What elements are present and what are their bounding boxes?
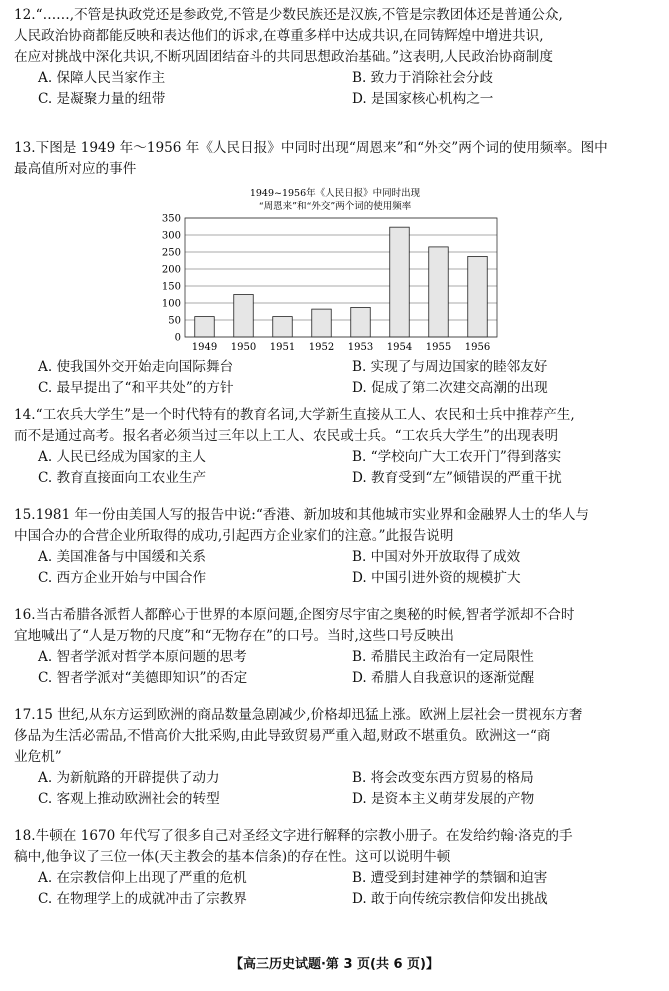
y-tick-label: 100 [161, 298, 181, 310]
question-16-option-b: B. 希腊民主政治有一定局限性 [352, 649, 534, 665]
chart-x-tick-labels [192, 342, 490, 353]
x-tick-label: 1954 [386, 342, 413, 353]
question-15 [14, 505, 656, 589]
x-tick-label: 1953 [347, 342, 374, 353]
question-12-option-d: D. 是国家核心机构之一 [352, 91, 494, 107]
question-12 [14, 5, 656, 110]
y-tick-label: 0 [174, 332, 181, 344]
question-13 [14, 138, 656, 180]
question-13-option-d: D. 促成了第二次建交高潮的出现 [352, 380, 548, 396]
chart-title: 1949~1956年《人民日报》中同时出现 [249, 188, 421, 199]
question-17 [14, 705, 656, 810]
question-13-options [14, 357, 656, 399]
question-16-option-a: A. 智者学派对哲学本原问题的思考 [38, 649, 247, 665]
y-tick-label: 250 [161, 247, 181, 259]
question-12-option-c: C. 是凝聚力量的纽带 [38, 91, 166, 107]
bar-1955 [429, 247, 449, 337]
bar-1949 [195, 317, 215, 337]
question-14-line-2: 而不是通过高考。报名者必须当过三年以上工人、农民或士兵。“工农兵大学生”的出现表明 [14, 428, 559, 444]
y-tick-label: 350 [161, 213, 181, 225]
question-17-option-b: B. 将会改变东西方贸易的格局 [352, 770, 534, 786]
question-13-line-1: 13.下图是 1949 年～1956 年《人民日报》中同时出现“周恩来”和“外交”两个词的使用频率。图中 [14, 140, 608, 156]
chart-plot-frame [185, 218, 497, 337]
y-tick-label: 150 [161, 281, 181, 293]
y-tick-label: 50 [168, 315, 181, 327]
chart-subtitle: “周恩来”和“外交”两个词的使用频率 [258, 201, 412, 212]
question-18-line-1: 18.牛顿在 1670 年代写了很多自己对圣经文字进行解释的宗教小册子。在发给约翰·洛克的手 [14, 828, 573, 844]
question-17-option-c: C. 客观上推动欧洲社会的转型 [38, 791, 220, 807]
question-18-option-c: C. 在物理学上的成就冲击了宗教界 [38, 891, 247, 907]
question-18-option-d: D. 敢于向传统宗教信仰发出挑战 [352, 891, 548, 907]
question-15-option-a: A. 美国准备与中国缓和关系 [38, 549, 206, 565]
bar-1953 [351, 307, 371, 337]
question-15-line-2: 中国合办的合营企业所取得的成功,引起西方企业家们的注意。”此报告说明 [14, 528, 454, 544]
bar-1951 [273, 317, 293, 337]
question-14-option-d: D. 教育受到“左”倾错误的严重干扰 [352, 470, 562, 486]
question-13-line-2: 最高值所对应的事件 [14, 161, 137, 177]
bar-1950 [234, 295, 254, 338]
bar-1954 [390, 227, 410, 337]
question-14-option-a: A. 人民已经成为国家的主人 [38, 449, 206, 465]
bar-chart [120, 182, 550, 354]
question-13-option-a: A. 使我国外交开始走向国际舞台 [38, 359, 234, 375]
page-footer: 【高三历史试题·第 3 页(共 6 页)】 [229, 957, 440, 972]
chart-bars [195, 227, 488, 337]
question-14-option-b: B. “学校向广大工农开门”得到落实 [352, 449, 562, 465]
question-17-option-d: D. 是资本主义萌芽发展的产物 [352, 791, 535, 807]
x-tick-label: 1952 [308, 342, 335, 353]
y-tick-label: 300 [161, 230, 181, 242]
question-18 [14, 826, 656, 910]
question-14-option-c: C. 教育直接面向工农业生产 [38, 470, 207, 486]
y-tick-label: 200 [161, 264, 181, 276]
question-14-line-1: 14.“工农兵大学生”是一个时代特有的教育名词,大学新生直接从工人、农民和士兵中推荐产生, [14, 407, 575, 423]
question-18-option-a: A. 在宗教信仰上出现了严重的危机 [38, 870, 247, 886]
question-17-line-2: 侈品为生活必需品,不惜高价大批采购,由此导致贸易严重入超,财政不堪重负。欧洲这一“商 [14, 728, 551, 744]
question-15-option-d: D. 中国引进外资的规模扩大 [352, 570, 521, 586]
x-tick-label: 1949 [191, 342, 218, 353]
question-16-option-d: D. 希腊人自我意识的逐渐觉醒 [352, 670, 535, 686]
x-tick-label: 1951 [269, 342, 296, 353]
question-15-option-b: B. 中国对外开放取得了成效 [352, 549, 521, 565]
question-18-option-b: B. 遭受到封建神学的禁锢和迫害 [352, 870, 548, 886]
question-15-line-1: 15.1981 年一份由美国人写的报告中说:“香港、新加坡和其他城市实业界和金融界人士的华人与 [14, 507, 590, 523]
chart-y-tick-labels [162, 214, 181, 344]
question-17-option-a: A. 为新航路的开辟提供了动力 [38, 770, 220, 786]
question-12-option-a: A. 保障人民当家作主 [38, 70, 166, 86]
question-15-option-c: C. 西方企业开始与中国合作 [38, 570, 207, 586]
chart-gridlines [185, 218, 497, 337]
question-12-option-b: B. 致力于消除社会分歧 [352, 70, 493, 86]
bar-1952 [312, 309, 332, 337]
question-17-line-1: 17.15 世纪,从东方运到欧洲的商品数量急剧减少,价格却迅猛上涨。欧洲上层社会一贯视东方奢 [14, 707, 583, 723]
question-17-line-3: 业危机” [14, 749, 62, 765]
question-13-option-c: C. 最早提出了“和平共处”的方针 [38, 380, 234, 396]
question-16-line-2: 宜地喊出了“人是万物的尺度”和“无物存在”的口号。当时,这些口号反映出 [14, 628, 454, 644]
question-14 [14, 405, 656, 489]
x-tick-label: 1955 [425, 342, 452, 353]
x-tick-label: 1956 [464, 342, 491, 353]
question-12-line-1: 12.“……,不管是执政党还是参政党,不管是少数民族还是汉族,不管是宗教团体还是普通公众, [14, 7, 563, 23]
question-16 [14, 605, 656, 689]
bar-1956 [468, 256, 488, 337]
x-tick-label: 1950 [230, 342, 257, 353]
question-12-line-3: 在应对挑战中深化共识,不断巩固团结奋斗的共同思想政治基础。”这表明,人民政治协商制度 [14, 49, 553, 65]
question-12-line-2: 人民政治协商都能反映和表达他们的诉求,在尊重多样中达成共识,在同铸辉煌中增进共识, [14, 28, 544, 44]
question-18-line-2: 稿中,他争议了三位一体(天主教会的基本信条)的存在性。这可以说明牛顿 [14, 849, 451, 865]
question-16-line-1: 16.当古希腊各派哲人都醉心于世界的本原问题,企图穷尽宇宙之奥秘的时候,智者学派却不合时 [14, 607, 575, 623]
question-16-option-c: C. 智者学派对“美德即知识”的否定 [38, 670, 248, 686]
question-13-option-b: B. 实现了与周边国家的睦邻友好 [352, 359, 548, 375]
